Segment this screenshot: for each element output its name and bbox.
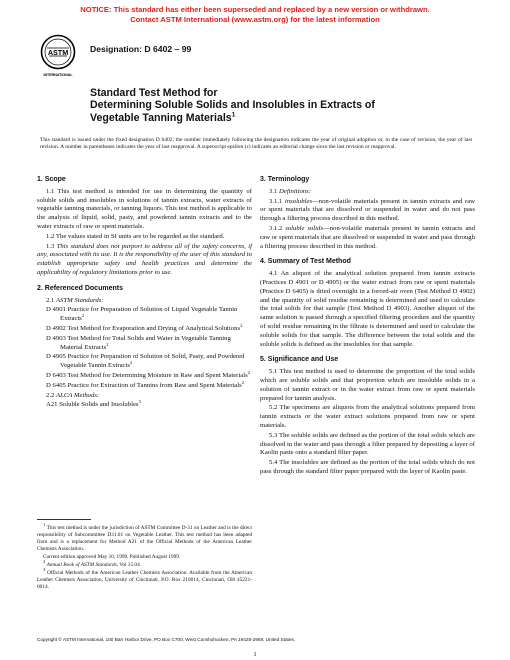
section-5-heading: 5. Significance and Use: [260, 356, 339, 364]
ref-sup: 2: [81, 312, 85, 318]
para-3-1-number: 3.1: [269, 187, 280, 195]
para-1-1: 1.1 This test method is intended for use in determining the quantity of soluble solids and insolubles in solutions of tannin extracts, water extracts of vegetable tanning materials, or tanning liquors. This test method is applicable to the analysis of liquid, solid, pasty, and powdered tannin extracts and to the water extracts of raw or spent materials.: [37, 187, 252, 230]
para-4-1: 4.1 An aliquot of the analytical solution prepared from tannin extracts (Practices D 4901 or D 4905) or the water extract from raw or spent materials (Practice D 6405) is dried overnight in a forced-air oven (Test Method D 4902) and the quantity of solid residue remaining is determined and used to calculate the total solids for that sample (Test Method D 4903). Another aliquot of the same solution is passed through a specified filtering procedure and the quantity of solid residue remaining in the filtrate is determined and used to calculate the soluble solids for that sample. The difference between the total solids and the soluble solids is defined as the insolubles for that sample.: [260, 270, 475, 348]
ref-sup: 2: [240, 322, 243, 328]
term-insolubles: insolubles: [284, 197, 313, 205]
para-2-2: [37, 392, 252, 401]
ref-text: D 4903 Test Method for Total Solids and Water in Vegetable Tanning Material Extracts: [46, 334, 231, 351]
title-footnote-ref: 1: [231, 111, 236, 119]
para-3-1-2: [260, 225, 475, 251]
issued-note: This standard is issued under the fixed designation D 6402; the number immediately following the designation indicates the year of original adoption or, in the case of revision, the year of last revision. A number in parentheses indicates the year of last reapproval. A superscript epsilon (ε) indicates an editorial change since the last revision or reapproval.: [40, 137, 472, 151]
para-3-1-1-text: —non-volatile materials present in tannin extracts and raw or spent materials that are dissolved or suspended in water and do not pass through a filtering process described in this method.: [260, 197, 476, 223]
ref-text: D 6403 Test Method for Determining Moisture in Raw and Spent Materials: [46, 371, 248, 379]
section-2-heading: 2. Referenced Documents: [37, 284, 123, 292]
footnote-approved: Current edition approved May 10, 1999. Published August 1999.: [43, 554, 181, 560]
term-soluble-solids: soluble solids: [285, 224, 323, 232]
ref-text: D 6405 Practice for Extraction of Tannins from Raw and Spent Materials: [46, 381, 242, 389]
footnote-3: [37, 567, 252, 591]
footnote-1-mark: 1: [43, 522, 46, 528]
right-column: [260, 176, 475, 478]
page-number: 1: [253, 651, 257, 658]
notice-line-1: NOTICE: This standard has either been superseded and replaced by a new version or withdrawn.: [80, 5, 430, 14]
footnote-3-text: Official Methods of the American Leather Chemists Association. Available from the American Leather Chemists Association, University of Cincinnati, P.O. Box 210014, Cincinnati, OH 45221-0014.: [37, 570, 252, 590]
para-1-3-number: 1.3: [46, 242, 55, 250]
para-5-4: 5.4 The insolubles are defined as the portion of the total solids which do not pass through the standard filter paper prepared with the layer of Kaolin paste.: [260, 459, 475, 475]
ref-sup: 2: [241, 379, 245, 385]
ref-d4903: [46, 335, 252, 353]
para-1-3-text: This standard does not purport to address all of the safety concerns, if any, associated with its use. It is the responsibility of the user of this standard to establish appropriate safety and health practices and determine the applicability of regulatory limitations prior to use.: [37, 242, 252, 276]
ref-sup: 2: [129, 359, 133, 365]
para-3-1-label: Definitions:: [279, 187, 311, 195]
footnote-2-tail: , Vol 15.04.: [116, 562, 142, 568]
para-1-3: [37, 243, 252, 278]
ref-d4902: [46, 322, 252, 334]
para-2-2-label: ALCA Methods:: [56, 391, 100, 399]
para-2-1: [37, 297, 252, 306]
para-5-1: 5.1 This test method is used to determine the proportion of the total solids which are soluble solids and that proportion which are insoluble solids in a solution of tannin extract or in the water extract from raw or spent materials prepared for tannin analysis.: [260, 368, 475, 402]
logo-text: ASTM: [47, 48, 69, 57]
title-line-2: Determining Soluble Solids and Insolubles in Extracts of: [90, 99, 375, 112]
para-3-1: [260, 188, 475, 197]
logo-subtext: INTERNATIONAL: [43, 73, 73, 77]
para-2-1-label: ASTM Standards:: [56, 296, 104, 304]
ref-text: D 4901 Practice for Preparation of Solution of Liquid Vegetable Tannin Extracts: [46, 306, 238, 323]
ref-sup: 2: [106, 341, 109, 347]
para-1-2: 1.2 The values stated in SI units are to be regarded as the standard.: [46, 232, 225, 240]
section-4-heading: 4. Summary of Test Method: [260, 258, 351, 266]
supersede-notice: [0, 5, 510, 24]
footnote-1: [37, 522, 253, 553]
designation: Designation: D 6402 – 99: [90, 44, 192, 54]
ref-sup: 3: [138, 399, 141, 405]
title-line-3-text: Vegetable Tanning Materials: [90, 111, 232, 124]
ref-d6405: [46, 379, 252, 391]
footnote-2-text: Annual Book of ASTM Standards: [46, 562, 117, 568]
left-column: [37, 176, 252, 411]
para-3-1-2-number: 3.1.2: [269, 224, 286, 232]
para-3-1-1: [260, 198, 475, 224]
ref-d4901: [46, 306, 252, 324]
ref-a21: [46, 401, 252, 410]
ref-d4905: [46, 353, 252, 371]
section-3-heading: 3. Terminology: [260, 176, 310, 183]
footnote-rule: [37, 519, 91, 520]
ref-d6403: [46, 369, 252, 381]
para-2-1-number: 2.1: [46, 296, 57, 304]
footnote-1-text: This test method is under the jurisdiction of ASTM Committee D-31 on Leather and is the direct responsibility of Subcommittee D31.01 on Vegetable Leather. This test method has been adapted from and is a replacement for Method A21 of the Official Methods of the American Leather Chemists Association.: [37, 525, 253, 552]
footnote-2-mark: 2: [43, 559, 46, 565]
footnote-2: [37, 559, 252, 569]
para-2-2-number: 2.2: [46, 391, 57, 399]
document-title: [90, 87, 490, 124]
footnote-3-mark: 3: [43, 567, 46, 573]
para-3-1-1-number: 3.1.1: [269, 197, 285, 205]
para-3-1-2-text: —non-volatile materials present in tannin extracts and raw or spent materials that are dissolved or suspended in water and pass through a filtering process described in this method.: [260, 224, 475, 250]
notice-line-2: Contact ASTM International (www.astm.org) for the latest information: [130, 14, 380, 24]
copyright-line: Copyright © ASTM International, 100 Barr Harbor Drive, PO Box C700, West Conshohocken, PA 19428-2959, United States.: [37, 637, 296, 642]
title-line-3: [90, 112, 490, 124]
ref-text: D 4905 Practice for Preparation of Solution of Solid, Pasty, and Powdered Vegetable Tannin Extracts: [46, 353, 245, 370]
para-5-3: 5.3 The soluble solids are defined as the portion of the total solids which are dissolved in the water and pass through a filter prepared by depositing a layer of Kaolin paste onto a standard filter paper.: [260, 431, 475, 457]
ref-text: A21 Soluble Solids and Insolubles: [46, 401, 139, 409]
section-1-heading: 1. Scope: [37, 176, 66, 183]
footnotes: [37, 522, 253, 592]
para-5-2: 5.2 The specimens are aliquots from the analytical solutions prepared from tannin extracts or the water extract solutions prepared from raw or spent materials.: [260, 404, 475, 429]
ref-sup: 2: [247, 369, 250, 375]
title-line-1: Standard Test Method for: [90, 87, 218, 99]
ref-text: D 4902 Test Method for Evaporation and Drying of Analytical Solutions: [46, 324, 241, 332]
astm-logo-icon: [40, 34, 76, 78]
